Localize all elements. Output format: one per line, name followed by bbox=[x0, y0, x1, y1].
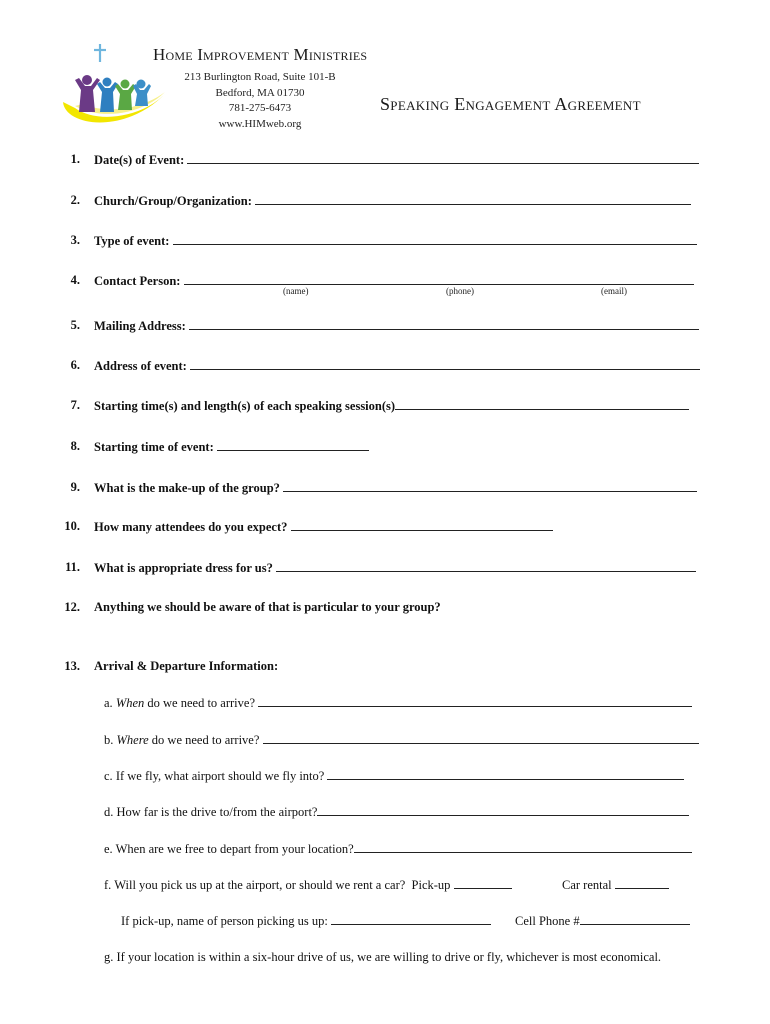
q9-number: 9. bbox=[70, 480, 80, 494]
q4-email-caption: (email) bbox=[601, 286, 627, 296]
q5-field[interactable] bbox=[189, 318, 699, 330]
org-name: Home Improvement Ministries bbox=[153, 45, 368, 64]
cell-phone-field[interactable] bbox=[580, 913, 690, 925]
q7-field[interactable] bbox=[395, 398, 689, 410]
sub-e-field[interactable] bbox=[354, 841, 692, 853]
car-rental-field[interactable] bbox=[615, 877, 669, 889]
sub-g-text: If your location is within a six-hour drive of us, we are willing to drive or fly, whichever is most economical. bbox=[116, 950, 662, 964]
sub-e-letter: e. bbox=[104, 842, 113, 856]
sub-b-row bbox=[104, 732, 699, 748]
q10-field[interactable] bbox=[291, 519, 553, 531]
sub-b-text: do we need to arrive? bbox=[148, 733, 260, 747]
sub-d-row bbox=[104, 804, 689, 820]
q13-label: Arrival & Departure Information: bbox=[94, 659, 279, 673]
q4-name-caption: (name) bbox=[283, 286, 309, 296]
car-rental-label: Car rental bbox=[562, 878, 612, 892]
sub-c-text: If we fly, what airport should we fly into? bbox=[115, 769, 325, 783]
q12-label: Anything we should be aware of that is particular to your group? bbox=[94, 600, 441, 614]
sub-f-row bbox=[104, 877, 512, 893]
sub-f-text: Will you pick us up at the airport, or should we rent a car? bbox=[114, 878, 406, 892]
q13-number: 13. bbox=[64, 659, 80, 673]
q2-field[interactable] bbox=[255, 193, 691, 205]
car-rental-row bbox=[562, 877, 669, 893]
sub-a-text: do we need to arrive? bbox=[144, 696, 255, 710]
q1-label: Date(s) of Event: bbox=[94, 153, 185, 167]
q5-row bbox=[94, 318, 699, 334]
q7-row bbox=[94, 398, 689, 414]
q3-row bbox=[94, 233, 697, 249]
q1-field[interactable] bbox=[187, 152, 699, 164]
sub-d-field[interactable] bbox=[317, 804, 689, 816]
q2-number: 2. bbox=[70, 193, 80, 207]
sub-b-letter: b. bbox=[104, 733, 114, 747]
phone-number: 781-275-6473 bbox=[228, 102, 292, 114]
q8-label: Starting time of event: bbox=[94, 440, 214, 454]
sub-e-row bbox=[104, 841, 692, 857]
q9-label: What is the make-up of the group? bbox=[94, 481, 280, 495]
q3-field[interactable] bbox=[173, 233, 697, 245]
q11-field[interactable] bbox=[276, 560, 696, 572]
document-title: Speaking Engagement Agreement bbox=[380, 94, 641, 114]
q10-row bbox=[94, 519, 553, 535]
q4-label: Contact Person: bbox=[94, 274, 181, 288]
cell-phone-label: Cell Phone # bbox=[515, 914, 580, 928]
cell-phone-row bbox=[515, 913, 690, 929]
sub-d-text: How far is the drive to/from the airport? bbox=[116, 805, 318, 819]
q6-field[interactable] bbox=[190, 358, 700, 370]
address-line-2: Bedford, MA 01730 bbox=[215, 87, 305, 99]
sub-g-row bbox=[104, 950, 661, 965]
sub-c-letter: c. bbox=[104, 769, 113, 783]
sub-e-text: When are we free to depart from your location? bbox=[115, 842, 354, 856]
q11-label: What is appropriate dress for us? bbox=[94, 561, 273, 575]
pickup-label: Pick-up bbox=[411, 878, 451, 892]
q10-label: How many attendees do you expect? bbox=[94, 520, 288, 534]
q9-row bbox=[94, 480, 697, 496]
q8-field[interactable] bbox=[217, 439, 369, 451]
q4-field[interactable] bbox=[184, 273, 694, 285]
q3-label: Type of event: bbox=[94, 234, 170, 248]
sub-a-emphasis: When bbox=[115, 696, 145, 710]
q2-row bbox=[94, 193, 691, 209]
sub-g-letter: g. bbox=[104, 950, 114, 964]
q5-number: 5. bbox=[70, 318, 80, 332]
q3-number: 3. bbox=[70, 233, 80, 247]
sub-b-field[interactable] bbox=[263, 732, 699, 744]
q11-number: 11. bbox=[65, 560, 80, 574]
sub-a-row bbox=[104, 695, 692, 711]
sub-a-field[interactable] bbox=[258, 695, 692, 707]
q7-label: Starting time(s) and length(s) of each speaking session(s) bbox=[94, 399, 396, 413]
q9-field[interactable] bbox=[283, 480, 697, 492]
q4-number: 4. bbox=[70, 273, 80, 287]
q1-number: 1. bbox=[70, 152, 80, 166]
website: www.HIMweb.org bbox=[218, 118, 302, 130]
q6-label: Address of event: bbox=[94, 359, 187, 373]
q6-row bbox=[94, 358, 700, 374]
q5-label: Mailing Address: bbox=[94, 319, 186, 333]
pickup-name-field[interactable] bbox=[331, 913, 491, 925]
q12-number: 12. bbox=[64, 600, 80, 614]
q11-row bbox=[94, 560, 696, 576]
pickup-name-row bbox=[121, 913, 491, 929]
q4-phone-caption: (phone) bbox=[446, 286, 474, 296]
q8-row bbox=[94, 439, 369, 455]
q10-number: 10. bbox=[64, 519, 80, 533]
address-line-1: 213 Burlington Road, Suite 101-B bbox=[184, 71, 336, 83]
q1-row bbox=[94, 152, 699, 168]
q7-number: 7. bbox=[70, 398, 80, 412]
sub-f-letter: f. bbox=[104, 878, 112, 892]
sub-c-row bbox=[104, 768, 684, 784]
q2-label: Church/Group/Organization: bbox=[94, 194, 252, 208]
pickup-field[interactable] bbox=[454, 877, 512, 889]
sub-b-emphasis: Where bbox=[116, 733, 149, 747]
pickup-name-label: If pick-up, name of person picking us up: bbox=[121, 914, 328, 928]
q6-number: 6. bbox=[70, 358, 80, 372]
sub-d-letter: d. bbox=[104, 805, 114, 819]
sub-a-letter: a. bbox=[104, 696, 113, 710]
q8-number: 8. bbox=[70, 439, 80, 453]
sub-c-field[interactable] bbox=[327, 768, 684, 780]
